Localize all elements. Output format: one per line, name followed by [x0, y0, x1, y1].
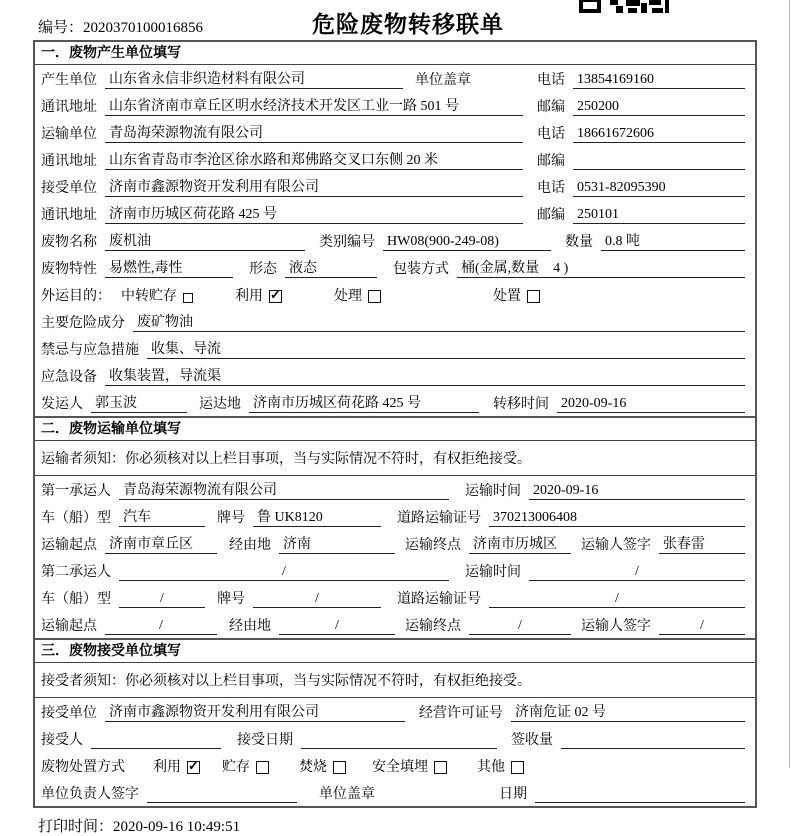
print-time-line: [38, 815, 796, 836]
row-outbound-purpose: [35, 281, 755, 308]
terminus1-value: 济南市历城区: [469, 533, 571, 554]
address2-label: 通讯地址: [41, 154, 97, 169]
sign1-value: 张春雷: [659, 533, 745, 554]
phone3-label: 电话: [537, 181, 565, 196]
terminus1-label: 运输终点: [405, 538, 461, 553]
manager-sign-value: [147, 786, 297, 803]
section1-heading: 一．废物产生单位填写: [35, 42, 755, 65]
carrier1-value: 青岛海荣源物流有限公司: [119, 479, 449, 500]
characteristics-value: 易燃性,毒性: [105, 257, 233, 278]
permit-label: 经营许可证号: [419, 706, 503, 721]
disposal-other-label: 其他: [477, 760, 505, 775]
road-cert2-label: 道路运输证号: [397, 592, 481, 607]
row-transporter: [35, 119, 755, 146]
equipment-label: 应急设备: [41, 370, 97, 385]
address1-label: 通讯地址: [41, 100, 97, 115]
acceptor-label: 接受人: [41, 733, 83, 748]
disposal-storage-label: 贮存: [222, 760, 250, 775]
received-qty-label: 签收量: [511, 733, 553, 748]
received-qty-value: [561, 732, 745, 749]
destination-value: 济南市历城区荷花路 425 号: [249, 392, 479, 413]
plate2-value: /: [253, 591, 381, 608]
sign1-label: 运输人签字: [581, 538, 651, 553]
serial-label: 编号：: [38, 20, 84, 36]
carrier2-value: /: [119, 564, 449, 581]
zip1-value: 250200: [573, 99, 745, 116]
origin1-value: 济南市章丘区: [105, 533, 217, 554]
document-header: [0, 0, 796, 40]
quantity-label: 数量: [565, 235, 593, 250]
row-receiver-address: [35, 200, 755, 227]
row-shipper: [35, 389, 755, 416]
checkbox-transfer-storage: [183, 293, 193, 303]
transfer-time-value: 2020-09-16: [557, 396, 745, 413]
accept-date-label: 接受日期: [237, 733, 293, 748]
phone2-value: 18661672606: [573, 126, 745, 143]
address3-label: 通讯地址: [41, 208, 97, 223]
via2-label: 经由地: [229, 619, 271, 634]
via1-label: 经由地: [229, 538, 271, 553]
row-manager-signature: [35, 779, 755, 806]
row-hazard-components: [35, 308, 755, 335]
receiver-value: 济南市鑫源物资开发利用有限公司: [105, 176, 523, 197]
purpose-reuse-label: 利用: [235, 289, 263, 304]
transfer-time-label: 转移时间: [493, 397, 549, 412]
checkbox-disposal: [527, 290, 540, 303]
disposal-reuse-label: 利用: [153, 760, 181, 775]
row-producer: [35, 65, 755, 92]
transporter-notice: 运输者须知：你必须核对以上栏目事项，当与实际情况不符时，有权拒绝接受。: [35, 441, 755, 476]
packaging-value: 桶(金属,数量 4 ): [457, 257, 745, 278]
page-title: 危险废物转移联单: [312, 12, 504, 37]
measures-value: 收集、导流: [147, 338, 745, 359]
purpose-label: 外运目的：: [41, 289, 111, 304]
vehicle2-value: /: [119, 591, 205, 608]
plate2-label: 牌号: [217, 592, 245, 607]
date-value: [535, 786, 745, 803]
row-accepting-unit: [35, 698, 755, 725]
hazard-label: 主要危险成分: [41, 316, 125, 331]
phone1-label: 电话: [537, 73, 565, 88]
waste-name-value: 废机油: [105, 230, 305, 251]
shipper-value: 郭玉波: [91, 392, 187, 413]
terminus2-label: 运输终点: [405, 619, 461, 634]
accepting-unit-value: 济南市鑫源物资开发利用有限公司: [105, 701, 405, 722]
road-cert2-value: /: [489, 591, 745, 608]
road-cert1-value: 370213006408: [489, 510, 745, 527]
plate1-label: 牌号: [217, 511, 245, 526]
vehicle2-label: 车（船）型: [41, 592, 111, 607]
row-waste-name: [35, 227, 755, 254]
category-value: HW08(900-249-08): [383, 234, 551, 251]
row-second-carrier: [35, 557, 755, 584]
row-transporter-address: [35, 146, 755, 173]
origin2-label: 运输起点: [41, 619, 97, 634]
purpose-treatment-label: 处理: [334, 289, 362, 304]
print-time-value: 2020-09-16 10:49:51: [113, 819, 241, 835]
qr-code-icon: [578, 0, 670, 13]
phone2-label: 电话: [537, 127, 565, 142]
acceptor-value: [91, 732, 221, 749]
row-producer-address: [35, 92, 755, 119]
address2-value: 山东省青岛市李沧区徐水路和郑佛路交叉口东侧 20 米: [105, 149, 523, 170]
quantity-value: 0.8 吨: [601, 230, 745, 251]
category-label: 类别编号: [319, 235, 375, 250]
manager-sign-label: 单位负责人签字: [41, 787, 139, 802]
plate1-value: 鲁 UK8120: [253, 506, 381, 527]
page-edge-line: [789, 0, 790, 768]
time1-value: 2020-09-16: [529, 483, 745, 500]
accept-date-value: [301, 732, 497, 749]
receiver-label: 接受单位: [41, 181, 97, 196]
zip2-value: [573, 153, 745, 170]
origin2-value: /: [105, 618, 217, 635]
sign2-label: 运输人签字: [581, 619, 651, 634]
purpose-transfer-storage-label: 中转贮存: [121, 289, 177, 304]
characteristics-label: 废物特性: [41, 262, 97, 277]
date-label: 日期: [499, 787, 527, 802]
purpose-disposal-label: 处置: [493, 289, 521, 304]
zip3-value: 250101: [573, 207, 745, 224]
unit-seal-note-2: 单位盖章: [319, 787, 375, 802]
address3-value: 济南市历城区荷花路 425 号: [105, 203, 523, 224]
destination-label: 运达地: [199, 397, 241, 412]
permit-value: 济南危证 02 号: [511, 701, 745, 722]
via2-value: /: [279, 618, 395, 635]
row-route2: [35, 611, 755, 638]
row-route1: [35, 530, 755, 557]
sign2-value: /: [659, 618, 745, 635]
packaging-label: 包装方式: [393, 262, 449, 277]
print-time-label: 打印时间：: [38, 819, 114, 835]
producer-value: 山东省永信非织造材料有限公司: [105, 68, 403, 89]
address1-value: 山东省济南市章丘区明水经济技术开发区工业一路 501 号: [105, 95, 523, 116]
checkbox-treatment: [368, 290, 381, 303]
equipment-value: 收集装置，导流渠: [105, 365, 745, 386]
producer-label: 产生单位: [41, 73, 97, 88]
row-waste-characteristics: [35, 254, 755, 281]
row-disposal-method: [35, 752, 755, 779]
zip3-label: 邮编: [537, 208, 565, 223]
disposal-landfill-label: 安全填埋: [372, 760, 428, 775]
transporter-label: 运输单位: [41, 127, 97, 142]
row-first-carrier: [35, 476, 755, 503]
checkbox-reuse: [269, 290, 282, 303]
row-emergency-equipment: [35, 362, 755, 389]
road-cert1-label: 道路运输证号: [397, 511, 481, 526]
carrier1-label: 第一承运人: [41, 484, 111, 499]
transporter-value: 青岛海荣源物流有限公司: [105, 122, 523, 143]
row-vehicle1: [35, 503, 755, 530]
via1-value: 济南: [279, 533, 395, 554]
carrier2-label: 第二承运人: [41, 565, 111, 580]
hazard-value: 废矿物油: [133, 311, 745, 332]
time1-label: 运输时间: [465, 484, 521, 499]
phone1-value: 13854169160: [573, 72, 745, 89]
row-acceptor: [35, 725, 755, 752]
shipper-label: 发运人: [41, 397, 83, 412]
phone3-value: 0531-82095390: [573, 180, 745, 197]
transfer-form-table: [33, 40, 757, 808]
form-state-label: 形态: [249, 262, 277, 277]
time2-label: 运输时间: [465, 565, 521, 580]
row-receiver: [35, 173, 755, 200]
receiver-notice: 接受者须知：你必须核对以上栏目事项，当与实际情况不符时，有权拒绝接受。: [35, 663, 755, 698]
waste-name-label: 废物名称: [41, 235, 97, 250]
disposal-incineration-label: 焚烧: [299, 760, 327, 775]
accepting-unit-label: 接受单位: [41, 706, 97, 721]
zip2-label: 邮编: [537, 154, 565, 169]
time2-value: /: [529, 564, 745, 581]
unit-seal-note: 单位盖章: [415, 73, 471, 88]
serial-number: 2020370100016856: [83, 20, 204, 36]
disposal-method-label: 废物处置方式: [41, 760, 125, 775]
zip1-label: 邮编: [537, 100, 565, 115]
origin1-label: 运输起点: [41, 538, 97, 553]
vehicle1-value: 汽车: [119, 506, 205, 527]
row-vehicle2: [35, 584, 755, 611]
section3-heading: 三．废物接受单位填写: [35, 638, 755, 663]
form-state-value: 液态: [285, 257, 377, 278]
section2-heading: 二．废物运输单位填写: [35, 416, 755, 441]
terminus2-value: /: [469, 618, 571, 635]
vehicle1-label: 车（船）型: [41, 511, 111, 526]
measures-label: 禁忌与应急措施: [41, 343, 139, 358]
row-emergency-measures: [35, 335, 755, 362]
